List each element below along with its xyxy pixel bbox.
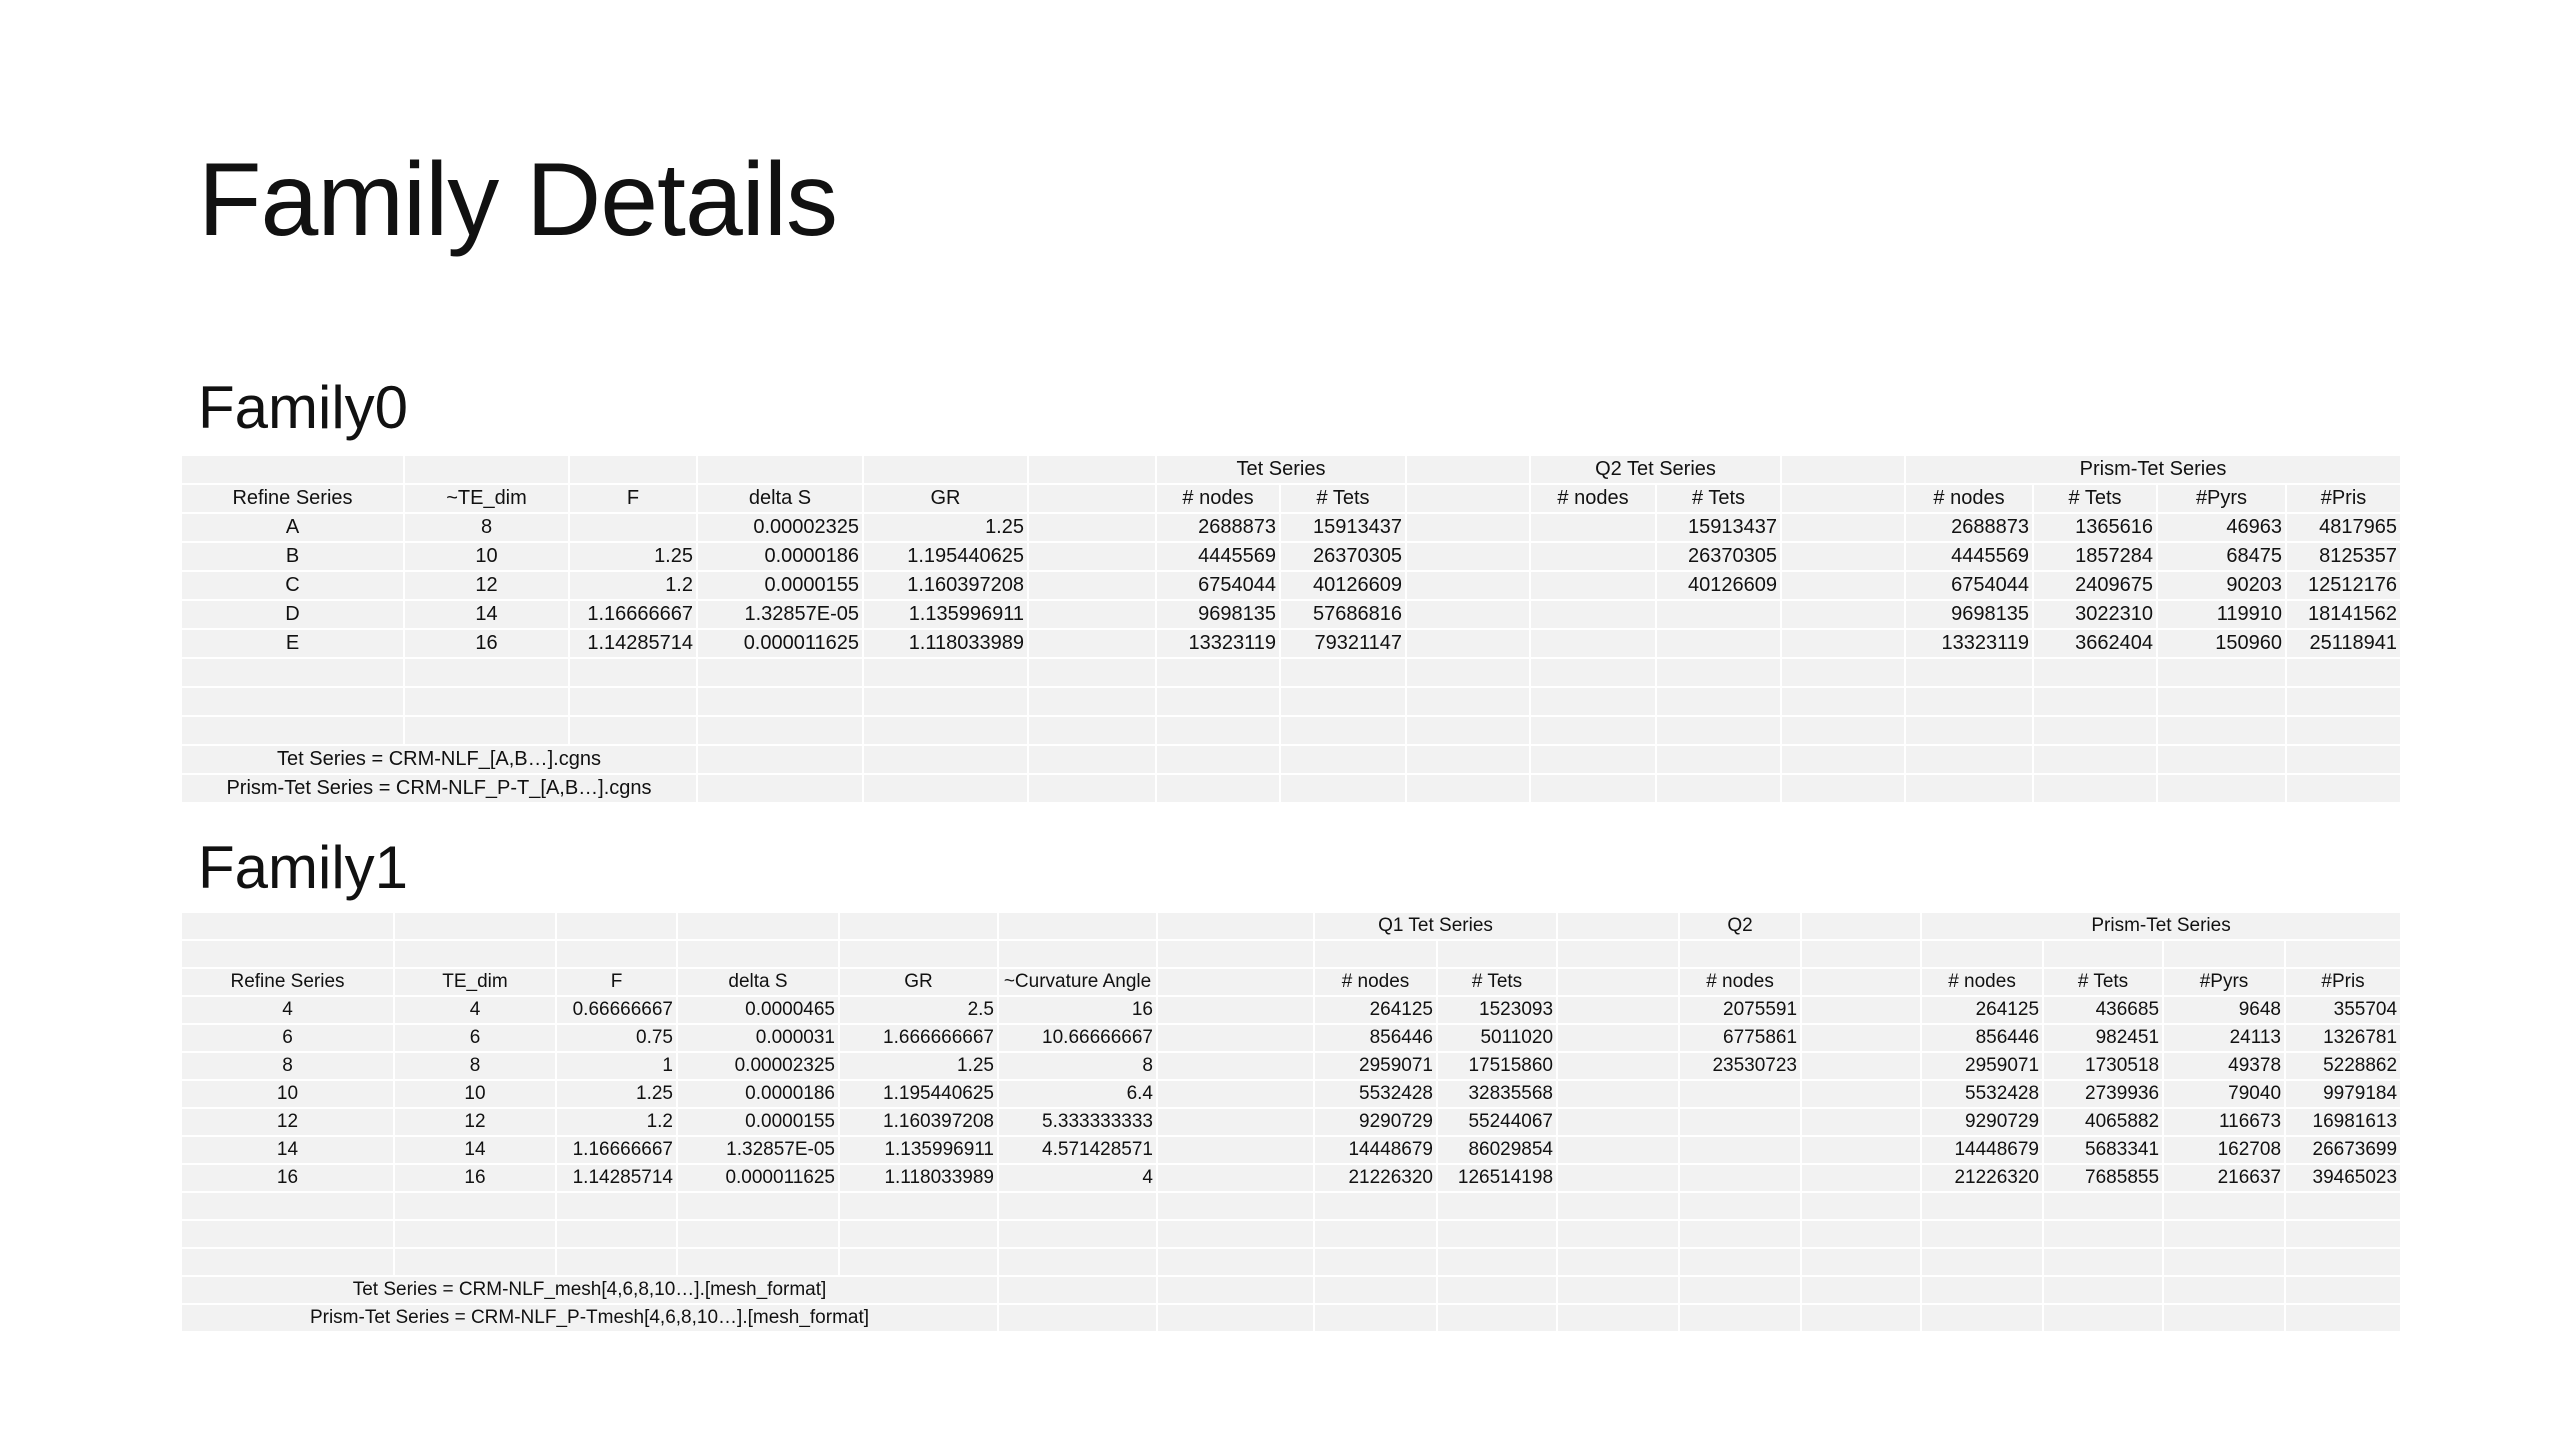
table-cell: 6 — [394, 1024, 556, 1052]
column-header: # nodes — [1679, 968, 1801, 996]
table-cell: 2739936 — [2043, 1080, 2163, 1108]
table-cell: 1365616 — [2033, 513, 2157, 542]
table-cell: 46963 — [2157, 513, 2286, 542]
prism-tet-series-note: Prism-Tet Series = CRM-NLF_P-T_[A,B…].cgns — [181, 774, 697, 803]
table-cell: 13323119 — [1905, 629, 2033, 658]
table-cell: 264125 — [1921, 996, 2043, 1024]
table-cell: 0.0000155 — [677, 1108, 839, 1136]
table-row — [181, 513, 2401, 542]
table-cell: 14 — [404, 600, 569, 629]
table-cell — [1781, 542, 1905, 571]
table-cell: 0.0000186 — [697, 542, 863, 571]
table-cell: 15913437 — [1280, 513, 1406, 542]
table-cell — [1557, 1052, 1679, 1080]
table-cell — [569, 513, 697, 542]
table-cell: 1.25 — [863, 513, 1028, 542]
table-cell — [1557, 1164, 1679, 1192]
table-cell — [1801, 1052, 1921, 1080]
table-cell: 9648 — [2163, 996, 2285, 1024]
table-cell: 1326781 — [2285, 1024, 2401, 1052]
table-cell: 1.25 — [839, 1052, 998, 1080]
table-cell: 0.0000155 — [697, 571, 863, 600]
family1-heading: Family1 — [198, 834, 409, 901]
table-cell: 15913437 — [1656, 513, 1781, 542]
table-cell: 16 — [404, 629, 569, 658]
table-cell — [1557, 996, 1679, 1024]
table-cell: 26370305 — [1656, 542, 1781, 571]
empty-row — [181, 716, 2401, 745]
table-cell: 1.16666667 — [556, 1136, 677, 1164]
table-cell: 1.2 — [569, 571, 697, 600]
table-cell — [1406, 629, 1530, 658]
prism-tet-series-note: Prism-Tet Series = CRM-NLF_P-Tmesh[4,6,8,10…].[mesh_format] — [181, 1304, 998, 1332]
table-cell — [1530, 600, 1656, 629]
table-cell: 9290729 — [1314, 1108, 1437, 1136]
table-cell: 2959071 — [1314, 1052, 1437, 1080]
empty-row — [181, 658, 2401, 687]
table-row — [181, 1164, 2401, 1192]
table-cell: 1.195440625 — [863, 542, 1028, 571]
table-cell: 10 — [394, 1080, 556, 1108]
table-cell — [1679, 1164, 1801, 1192]
table-cell: 1.25 — [556, 1080, 677, 1108]
table-cell: 5532428 — [1921, 1080, 2043, 1108]
family0-tet-series-header: Tet Series — [1156, 455, 1406, 484]
table-cell: 8125357 — [2286, 542, 2401, 571]
table-cell — [1801, 1136, 1921, 1164]
table-cell: 1.135996911 — [839, 1136, 998, 1164]
column-header: TE_dim — [394, 968, 556, 996]
table-row — [181, 996, 2401, 1024]
table-cell: 1.160397208 — [863, 571, 1028, 600]
table-cell: 0.000011625 — [677, 1164, 839, 1192]
table-cell: 1.2 — [556, 1108, 677, 1136]
table-cell: 5.333333333 — [998, 1108, 1157, 1136]
tet-series-note: Tet Series = CRM-NLF_mesh[4,6,8,10…].[mesh_format] — [181, 1276, 998, 1304]
table-cell: 2959071 — [1921, 1052, 2043, 1080]
table-cell — [1157, 1024, 1314, 1052]
table-cell — [1157, 1080, 1314, 1108]
column-header: delta S — [697, 484, 863, 513]
table-cell: 1523093 — [1437, 996, 1557, 1024]
table-cell — [1679, 1108, 1801, 1136]
table-cell — [1781, 600, 1905, 629]
table-cell: 55244067 — [1437, 1108, 1557, 1136]
table-cell: 2409675 — [2033, 571, 2157, 600]
table-cell: 21226320 — [1921, 1164, 2043, 1192]
table-cell: 9698135 — [1156, 600, 1280, 629]
table-cell — [1530, 629, 1656, 658]
table-cell: 264125 — [1314, 996, 1437, 1024]
table-cell: 16 — [998, 996, 1157, 1024]
table-cell: 2688873 — [1905, 513, 2033, 542]
family0-heading: Family0 — [198, 374, 409, 441]
table-cell: 40126609 — [1280, 571, 1406, 600]
column-header: # nodes — [1156, 484, 1280, 513]
table-cell — [1028, 513, 1156, 542]
table-cell: 57686816 — [1280, 600, 1406, 629]
table-cell: 12512176 — [2286, 571, 2401, 600]
table-cell: 116673 — [2163, 1108, 2285, 1136]
column-header: # nodes — [1530, 484, 1656, 513]
family1-prism-tet-series-header: Prism-Tet Series — [1921, 912, 2401, 940]
table-cell — [1028, 629, 1156, 658]
family1-table-body — [181, 912, 2401, 1332]
table-cell — [1557, 1108, 1679, 1136]
empty-row — [181, 940, 2401, 968]
table-cell: 0.66666667 — [556, 996, 677, 1024]
table-cell: 8 — [181, 1052, 394, 1080]
table-cell: 0.00002325 — [697, 513, 863, 542]
table-cell: 436685 — [2043, 996, 2163, 1024]
slide-title: Family Details — [198, 142, 837, 258]
table-cell: 6775861 — [1679, 1024, 1801, 1052]
table-cell: 6754044 — [1156, 571, 1280, 600]
note-row — [181, 774, 2401, 803]
table-cell: 9290729 — [1921, 1108, 2043, 1136]
column-header — [1781, 484, 1905, 513]
table-cell: 1.25 — [569, 542, 697, 571]
table-cell: 8 — [998, 1052, 1157, 1080]
table-cell: 1.32857E-05 — [697, 600, 863, 629]
family1-q2-header: Q2 — [1679, 912, 1801, 940]
table-cell: 1.14285714 — [556, 1164, 677, 1192]
table-cell: 4445569 — [1156, 542, 1280, 571]
table-row — [181, 1108, 2401, 1136]
table-cell — [1028, 571, 1156, 600]
table-cell — [1157, 996, 1314, 1024]
column-header: # Tets — [1437, 968, 1557, 996]
table-cell — [1801, 996, 1921, 1024]
table-cell: 8 — [404, 513, 569, 542]
table-cell: 10.66666667 — [998, 1024, 1157, 1052]
table-cell: 5228862 — [2285, 1052, 2401, 1080]
table-cell: 12 — [181, 1108, 394, 1136]
column-header: Refine Series — [181, 968, 394, 996]
table-cell: 0.75 — [556, 1024, 677, 1052]
table-cell: 17515860 — [1437, 1052, 1557, 1080]
column-header: F — [569, 484, 697, 513]
table-cell: 68475 — [2157, 542, 2286, 571]
table-cell: 1.195440625 — [839, 1080, 998, 1108]
family0-q2-tet-series-header: Q2 Tet Series — [1530, 455, 1781, 484]
table-cell: 14448679 — [1314, 1136, 1437, 1164]
column-header: ~TE_dim — [404, 484, 569, 513]
column-header: #Pyrs — [2157, 484, 2286, 513]
family0-prism-tet-series-header: Prism-Tet Series — [1905, 455, 2401, 484]
table-cell: E — [181, 629, 404, 658]
table-cell: 1.118033989 — [863, 629, 1028, 658]
column-header: #Pris — [2286, 484, 2401, 513]
table-row — [181, 542, 2401, 571]
tet-series-note: Tet Series = CRM-NLF_[A,B…].cgns — [181, 745, 697, 774]
column-header — [1028, 484, 1156, 513]
table-cell: 0.0000465 — [677, 996, 839, 1024]
table-cell: 162708 — [2163, 1136, 2285, 1164]
table-cell: 14 — [181, 1136, 394, 1164]
column-header: # Tets — [2033, 484, 2157, 513]
column-header: # nodes — [1921, 968, 2043, 996]
column-header: delta S — [677, 968, 839, 996]
table-cell: C — [181, 571, 404, 600]
family1-group-header-row — [181, 912, 2401, 940]
table-cell: 18141562 — [2286, 600, 2401, 629]
table-cell — [1530, 513, 1656, 542]
table-cell: 1.32857E-05 — [677, 1136, 839, 1164]
family1-column-header-row — [181, 968, 2401, 996]
column-header: Refine Series — [181, 484, 404, 513]
table-cell — [1557, 1080, 1679, 1108]
column-header — [1557, 968, 1679, 996]
table-row — [181, 1024, 2401, 1052]
table-cell — [1406, 542, 1530, 571]
table-cell: 355704 — [2285, 996, 2401, 1024]
table-cell — [1801, 1164, 1921, 1192]
column-header — [1406, 484, 1530, 513]
table-cell: 90203 — [2157, 571, 2286, 600]
table-cell: 1.16666667 — [569, 600, 697, 629]
table-cell: 16981613 — [2285, 1108, 2401, 1136]
table-cell: 0.000031 — [677, 1024, 839, 1052]
table-cell — [1801, 1024, 1921, 1052]
table-cell: 26673699 — [2285, 1136, 2401, 1164]
table-cell: 9979184 — [2285, 1080, 2401, 1108]
column-header: # Tets — [2043, 968, 2163, 996]
table-cell — [1406, 600, 1530, 629]
note-row — [181, 1276, 2401, 1304]
table-cell: 10 — [181, 1080, 394, 1108]
table-cell — [1557, 1136, 1679, 1164]
table-cell: 1.666666667 — [839, 1024, 998, 1052]
table-cell: 1.160397208 — [839, 1108, 998, 1136]
table-cell — [1781, 571, 1905, 600]
table-cell: 1.135996911 — [863, 600, 1028, 629]
table-cell: 6.4 — [998, 1080, 1157, 1108]
empty-row — [181, 1248, 2401, 1276]
table-cell: 40126609 — [1656, 571, 1781, 600]
table-cell: 12 — [394, 1108, 556, 1136]
column-header: GR — [839, 968, 998, 996]
table-cell: 1.118033989 — [839, 1164, 998, 1192]
column-header: ~Curvature Angle — [998, 968, 1157, 996]
table-cell: 3662404 — [2033, 629, 2157, 658]
column-header: # Tets — [1656, 484, 1781, 513]
table-cell: 4 — [181, 996, 394, 1024]
table-cell: 12 — [404, 571, 569, 600]
table-row — [181, 571, 2401, 600]
table-cell: 0.00002325 — [677, 1052, 839, 1080]
table-cell: 216637 — [2163, 1164, 2285, 1192]
table-cell: 23530723 — [1679, 1052, 1801, 1080]
table-cell: 982451 — [2043, 1024, 2163, 1052]
table-cell — [1781, 513, 1905, 542]
empty-row — [181, 1192, 2401, 1220]
family1-table — [180, 911, 2402, 1333]
column-header: # Tets — [1280, 484, 1406, 513]
family0-table-body — [181, 455, 2401, 803]
table-cell: 16 — [181, 1164, 394, 1192]
note-row — [181, 1304, 2401, 1332]
table-cell — [1530, 571, 1656, 600]
table-cell — [1157, 1136, 1314, 1164]
table-cell: 1 — [556, 1052, 677, 1080]
table-cell: 14448679 — [1921, 1136, 2043, 1164]
table-cell: 2688873 — [1156, 513, 1280, 542]
table-cell: 3022310 — [2033, 600, 2157, 629]
table-cell: 6 — [181, 1024, 394, 1052]
table-cell: 856446 — [1314, 1024, 1437, 1052]
table-cell: 0.0000186 — [677, 1080, 839, 1108]
family0-table — [180, 454, 2402, 804]
table-cell: 1730518 — [2043, 1052, 2163, 1080]
column-header — [1157, 968, 1314, 996]
table-cell — [1157, 1052, 1314, 1080]
table-cell — [1557, 1024, 1679, 1052]
table-cell: 79321147 — [1280, 629, 1406, 658]
table-cell — [1028, 600, 1156, 629]
table-cell: 9698135 — [1905, 600, 2033, 629]
column-header: #Pyrs — [2163, 968, 2285, 996]
table-cell — [1406, 513, 1530, 542]
table-cell — [1028, 542, 1156, 571]
table-cell: 1857284 — [2033, 542, 2157, 571]
family0-column-header-row — [181, 484, 2401, 513]
table-cell: 5011020 — [1437, 1024, 1557, 1052]
table-cell: 4445569 — [1905, 542, 2033, 571]
table-row — [181, 1052, 2401, 1080]
table-cell: 4 — [394, 996, 556, 1024]
column-header — [1801, 968, 1921, 996]
table-cell: 150960 — [2157, 629, 2286, 658]
table-row — [181, 629, 2401, 658]
table-row — [181, 600, 2401, 629]
table-cell — [1157, 1164, 1314, 1192]
table-cell — [1406, 571, 1530, 600]
table-cell: 126514198 — [1437, 1164, 1557, 1192]
table-row — [181, 1080, 2401, 1108]
table-cell: 86029854 — [1437, 1136, 1557, 1164]
table-cell — [1801, 1108, 1921, 1136]
table-cell: A — [181, 513, 404, 542]
table-cell: 2.5 — [839, 996, 998, 1024]
table-cell — [1679, 1080, 1801, 1108]
table-cell: 14 — [394, 1136, 556, 1164]
table-cell: 1.14285714 — [569, 629, 697, 658]
table-cell: 32835568 — [1437, 1080, 1557, 1108]
table-cell — [1157, 1108, 1314, 1136]
table-cell: B — [181, 542, 404, 571]
table-cell — [1656, 600, 1781, 629]
column-header: #Pris — [2285, 968, 2401, 996]
family0-group-header-row — [181, 455, 2401, 484]
table-cell: 79040 — [2163, 1080, 2285, 1108]
table-cell: 119910 — [2157, 600, 2286, 629]
column-header: F — [556, 968, 677, 996]
table-cell: 21226320 — [1314, 1164, 1437, 1192]
family1-q1-tet-series-header: Q1 Tet Series — [1314, 912, 1557, 940]
table-cell: 7685855 — [2043, 1164, 2163, 1192]
table-row — [181, 1136, 2401, 1164]
table-cell: 6754044 — [1905, 571, 2033, 600]
table-cell: 4065882 — [2043, 1108, 2163, 1136]
table-cell: 856446 — [1921, 1024, 2043, 1052]
table-cell: 10 — [404, 542, 569, 571]
column-header: GR — [863, 484, 1028, 513]
table-cell — [1656, 629, 1781, 658]
table-cell: 24113 — [2163, 1024, 2285, 1052]
table-cell: 5532428 — [1314, 1080, 1437, 1108]
table-cell — [1679, 1136, 1801, 1164]
table-cell: 4 — [998, 1164, 1157, 1192]
table-cell — [1530, 542, 1656, 571]
table-cell: 0.000011625 — [697, 629, 863, 658]
table-cell: 5683341 — [2043, 1136, 2163, 1164]
table-cell: 13323119 — [1156, 629, 1280, 658]
column-header: # nodes — [1905, 484, 2033, 513]
table-cell: D — [181, 600, 404, 629]
table-cell: 4817965 — [2286, 513, 2401, 542]
table-cell: 39465023 — [2285, 1164, 2401, 1192]
table-cell: 16 — [394, 1164, 556, 1192]
table-cell — [1781, 629, 1905, 658]
table-cell — [1801, 1080, 1921, 1108]
table-cell: 2075591 — [1679, 996, 1801, 1024]
note-row — [181, 745, 2401, 774]
table-cell: 8 — [394, 1052, 556, 1080]
column-header: # nodes — [1314, 968, 1437, 996]
table-cell: 4.571428571 — [998, 1136, 1157, 1164]
table-cell: 49378 — [2163, 1052, 2285, 1080]
table-cell: 25118941 — [2286, 629, 2401, 658]
empty-row — [181, 1220, 2401, 1248]
empty-row — [181, 687, 2401, 716]
table-cell: 26370305 — [1280, 542, 1406, 571]
